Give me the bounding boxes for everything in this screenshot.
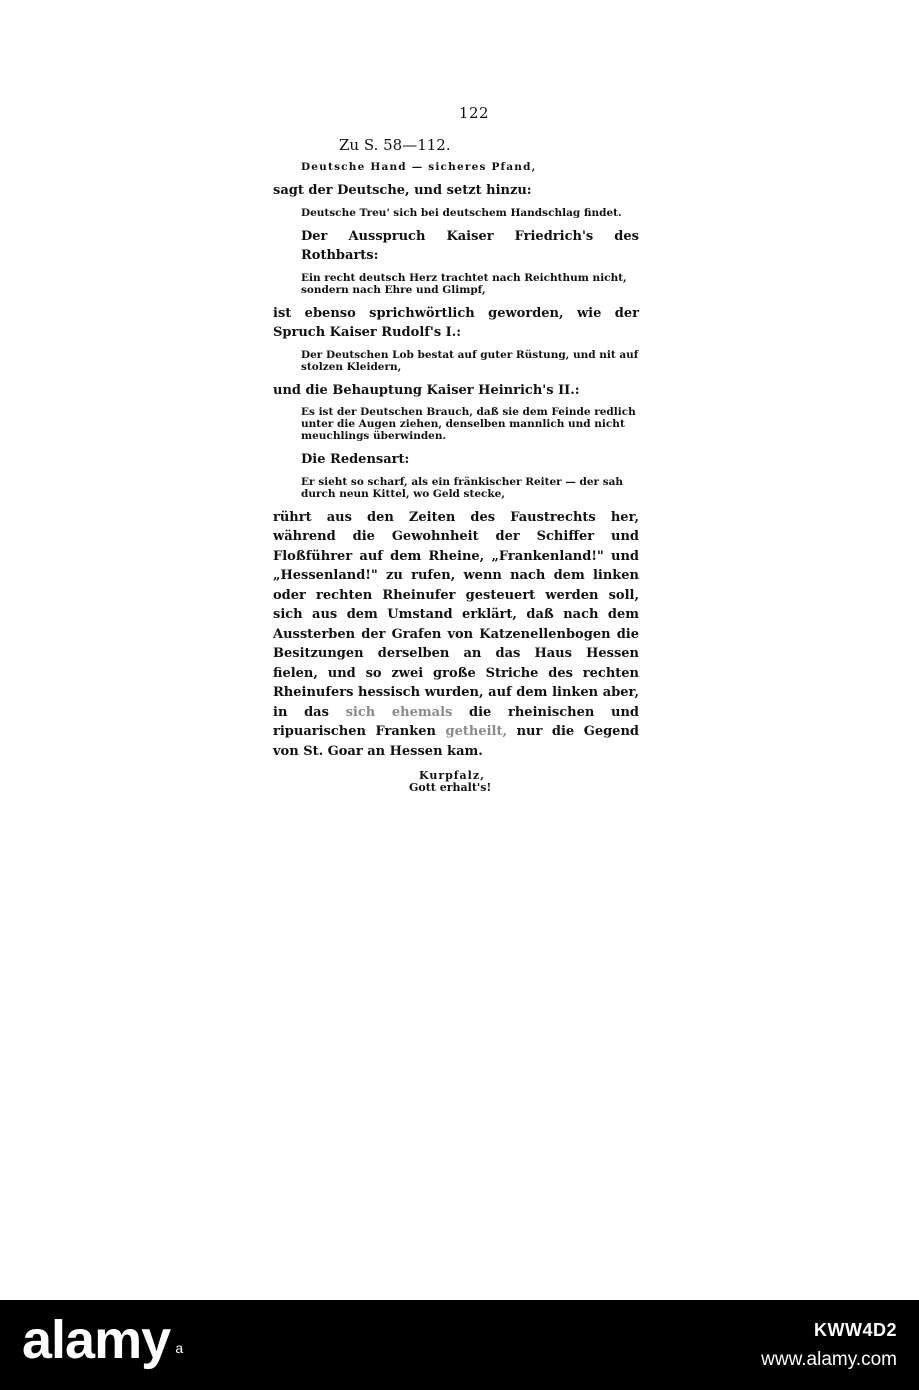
main-paragraph-part-3: nur die Gegend von St. Goar an Hessen kam. (273, 724, 639, 759)
body-line-sagt: sagt der Deutsche, und setzt hinzu: (273, 183, 532, 198)
footer-info (761, 1320, 897, 1371)
main-paragraph-part-2: die rheinischen und ripuarischen Franken (273, 704, 639, 739)
body-line-sprichwoertlich: ist ebenso sprichwörtlich geworden, wie der Spruch Kaiser Rudolf's I.: (273, 305, 639, 340)
body-line-behauptung: und die Behauptung Kaiser Heinrich's II.: (273, 382, 580, 398)
signature-line-1: Kurpfalz, (419, 769, 485, 782)
alamy-logo (22, 1310, 183, 1370)
quote-deutschen-brauch: Es ist der Deutschen Brauch, daß sie dem Feinde redlich unter die Augen ziehen, denselben mannlich und nicht meuchlings überwinden. (301, 406, 636, 442)
closing-signature (409, 770, 639, 794)
quote-deutsche-treu: Deutsche Treu' sich bei deutschem Handschlag findet. (301, 206, 622, 219)
main-paragraph (273, 508, 639, 762)
main-paragraph-faded-2: getheilt, (445, 724, 508, 739)
alamy-logo-text: alamy (22, 1310, 171, 1370)
page-number: 122 (458, 104, 490, 122)
signature-line-2: Gott erhalt's! (409, 781, 492, 794)
quote-fraenkischer-reiter: Er sieht so scharf, als ein fränkischer Reiter — der sah durch neun Kittel, wo Geld stecke, (301, 475, 624, 500)
reference-heading: Zu S. 58—112. (339, 136, 451, 154)
quote-deutsch-herz: Ein recht deutsch Herz trachtet nach Reichthum nicht, sondern nach Ehre und Glimpf, (301, 271, 627, 296)
footer-url: www.alamy.com (761, 1349, 897, 1370)
quote-deutsche-hand: Deutsche Hand — sicheres Pfand, (301, 161, 537, 173)
page-text (273, 100, 639, 794)
quote-deutschen-lob: Der Deutschen Lob bestat auf guter Rüstung, und nit auf stolzen Kleidern, (301, 348, 639, 373)
body-line-ausspruch: Der Ausspruch Kaiser Friedrich's des Rothbarts: (301, 228, 639, 263)
alamy-logo-mark-icon: a (175, 1340, 183, 1356)
main-paragraph-faded-1: sich ehemals (345, 704, 453, 720)
body-line-redensart: Die Redensart: (301, 452, 410, 467)
main-paragraph-part-1: rührt aus den Zeiten des Faustrechts her, während die Gewohnheit der Schiffer und Floßführer auf dem Rheine, „Frankenland!" und „Hessenland!" zu rufen, wenn nach dem linken oder rechten Rheinufer gesteuert werden soll, sich aus dem Umstand erklärt, daß nach dem Aussterben der Grafen von Katzenellenbogen die Besitzungen derselben an das Haus Hessen fielen, und so zwei große Striche des rechten Rheinufers hessisch wurden, auf dem linken aber, in das (273, 509, 639, 720)
stock-footer-bar (0, 1300, 919, 1390)
image-id: KWW4D2 (814, 1320, 897, 1340)
